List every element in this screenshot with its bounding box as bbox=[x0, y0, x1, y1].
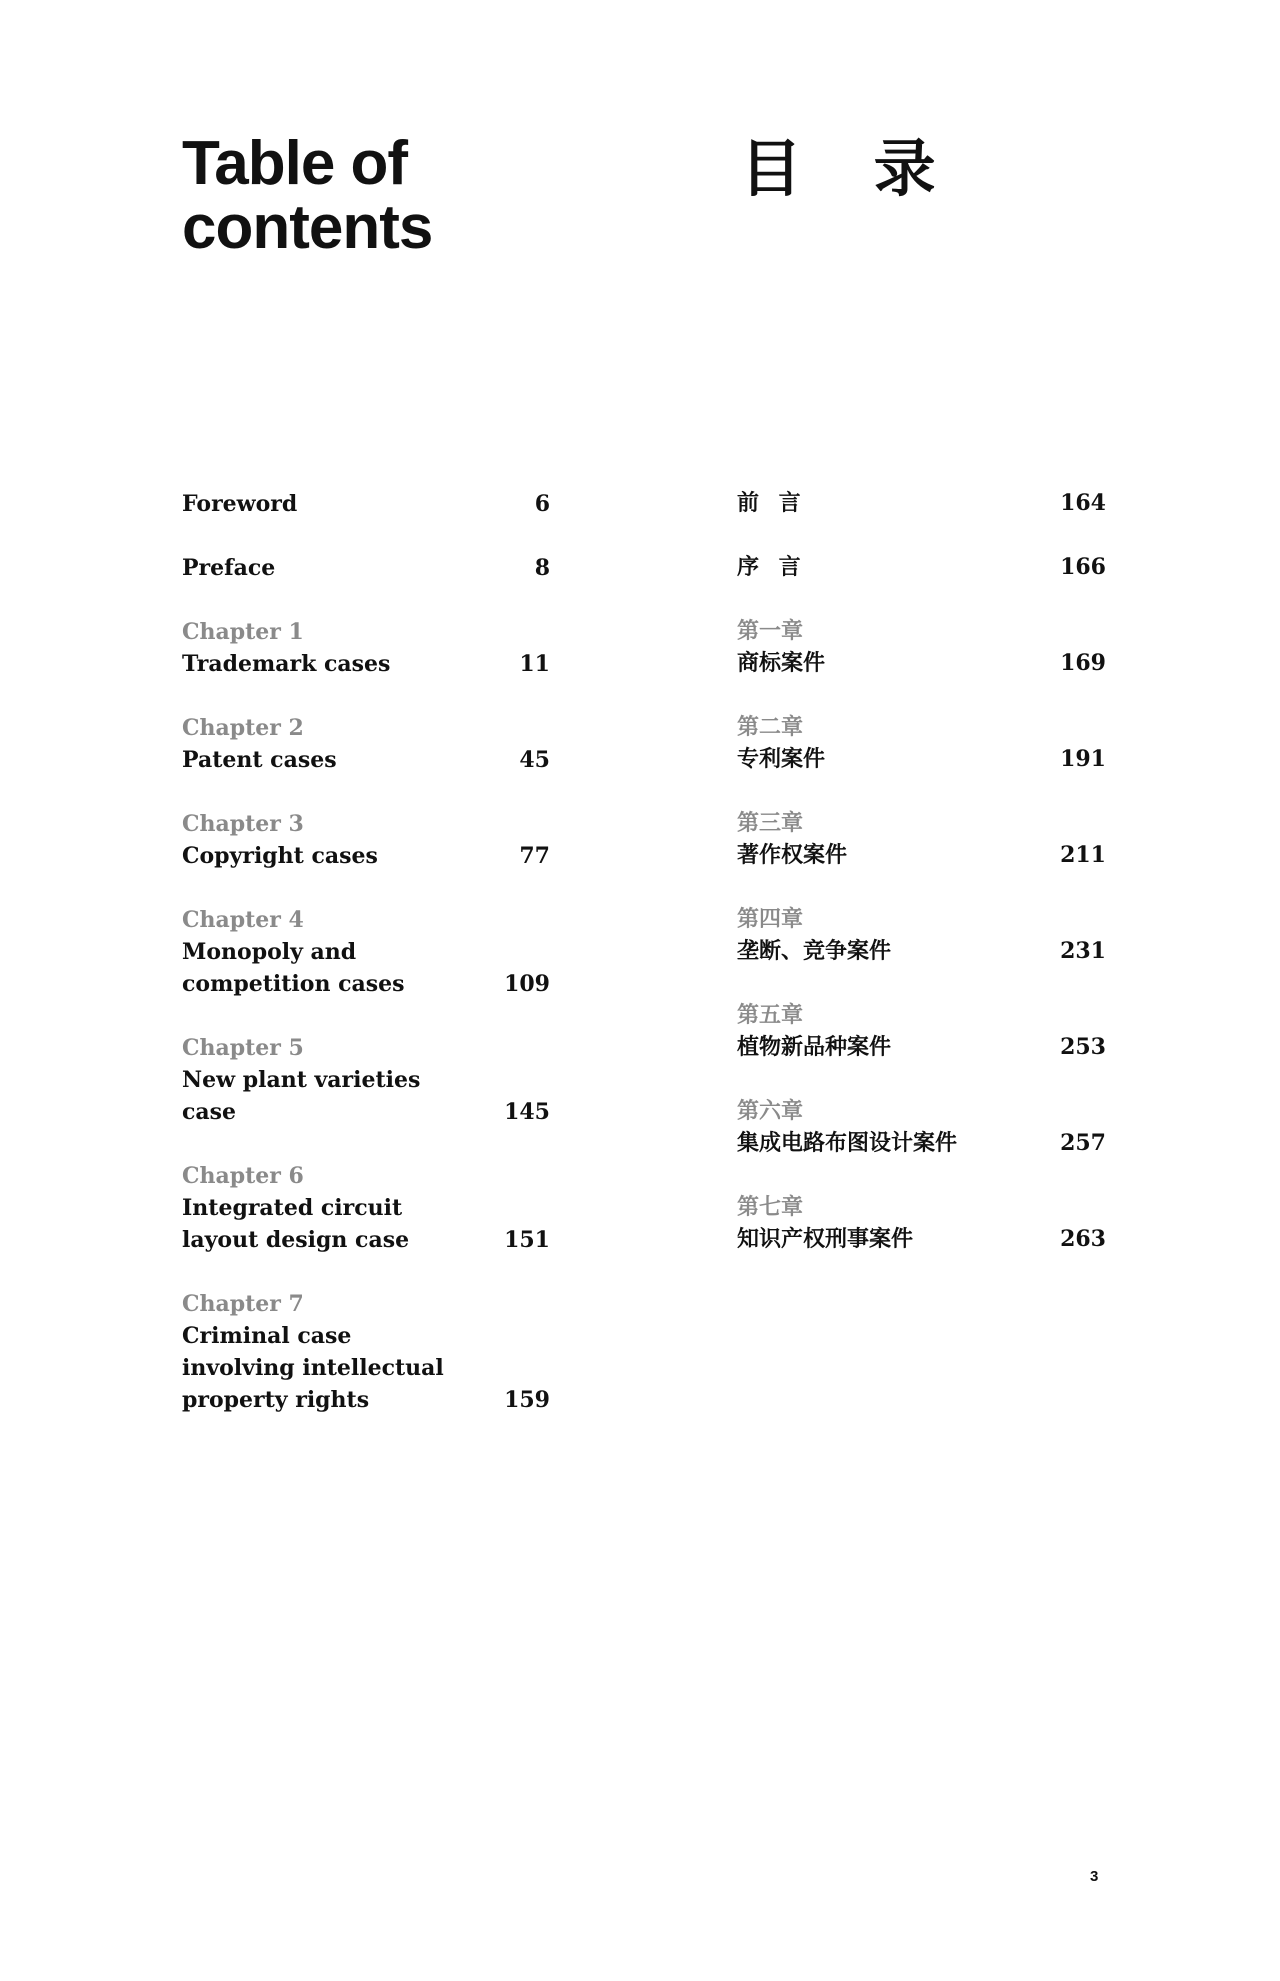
entry-title: Foreword bbox=[182, 491, 298, 517]
entry-page: 11 bbox=[519, 651, 550, 677]
entry-title: 著作权案件 bbox=[737, 842, 848, 868]
entry-title: 垄断、竞争案件 bbox=[737, 938, 892, 964]
entry-page: 151 bbox=[504, 1227, 550, 1253]
entry-title: 知识产权刑事案件 bbox=[737, 1226, 914, 1252]
chapter-label: Chapter 1 bbox=[182, 619, 304, 645]
chapter-label: Chapter 5 bbox=[182, 1035, 304, 1061]
chapter-label: Chapter 7 bbox=[182, 1291, 304, 1317]
chapter-label: Chapter 6 bbox=[182, 1163, 304, 1189]
entry-title: Copyright cases bbox=[182, 843, 378, 869]
title-line-2: contents bbox=[182, 193, 433, 262]
toc-entry-chapter-4-zh[interactable] bbox=[737, 903, 1106, 967]
toc-entry-chapter-7[interactable] bbox=[182, 1288, 550, 1416]
page-number: 3 bbox=[1090, 1868, 1099, 1885]
entry-page: 231 bbox=[1060, 938, 1106, 964]
toc-entry-foreword-zh[interactable] bbox=[737, 487, 1106, 519]
toc-entry-chapter-7-zh[interactable] bbox=[737, 1191, 1106, 1255]
entry-page: 8 bbox=[534, 555, 550, 581]
toc-entry-chapter-2-zh[interactable] bbox=[737, 711, 1106, 775]
toc-entry-preface[interactable] bbox=[182, 552, 550, 584]
chapter-label: 第五章 bbox=[737, 1002, 804, 1028]
entry-title: New plant varieties case bbox=[182, 1067, 421, 1125]
toc-entry-preface-zh[interactable] bbox=[737, 551, 1106, 583]
toc-entry-chapter-3[interactable] bbox=[182, 808, 550, 872]
chapter-label: Chapter 3 bbox=[182, 811, 304, 837]
entry-title: 专利案件 bbox=[737, 746, 826, 772]
toc-entry-chapter-5-zh[interactable] bbox=[737, 999, 1106, 1063]
entry-page: 109 bbox=[504, 971, 550, 997]
toc-entry-chapter-6[interactable] bbox=[182, 1160, 550, 1256]
entry-title: Integrated circuit layout design case bbox=[182, 1195, 410, 1253]
entry-page: 169 bbox=[1060, 650, 1106, 676]
entry-title: Monopoly and competition cases bbox=[182, 939, 405, 997]
entry-page: 166 bbox=[1060, 554, 1106, 580]
entry-page: 253 bbox=[1060, 1034, 1106, 1060]
toc-entry-chapter-4[interactable] bbox=[182, 904, 550, 1000]
chapter-label: Chapter 4 bbox=[182, 907, 304, 933]
toc-entry-chapter-2[interactable] bbox=[182, 712, 550, 776]
entry-title: Patent cases bbox=[182, 747, 337, 773]
chapter-label: 第二章 bbox=[737, 714, 804, 740]
entry-title: Criminal case involving intellectual property rights bbox=[182, 1323, 444, 1413]
page-title-chinese: 目 录 bbox=[740, 132, 936, 205]
chapter-label: 第三章 bbox=[737, 810, 804, 836]
toc-entry-chapter-1-zh[interactable] bbox=[737, 615, 1106, 679]
entry-title: 商标案件 bbox=[737, 650, 826, 676]
toc-entry-chapter-5[interactable] bbox=[182, 1032, 550, 1128]
chapter-label: 第四章 bbox=[737, 906, 804, 932]
entry-title: Preface bbox=[182, 555, 276, 581]
entry-title: 植物新品种案件 bbox=[737, 1034, 892, 1060]
entry-title: 集成电路布图设计案件 bbox=[737, 1130, 958, 1156]
entry-page: 191 bbox=[1060, 746, 1106, 772]
entry-page: 77 bbox=[519, 843, 550, 869]
chapter-label: 第一章 bbox=[737, 618, 804, 644]
chapter-label: Chapter 2 bbox=[182, 715, 304, 741]
chapter-label: 第七章 bbox=[737, 1194, 804, 1220]
toc-entry-foreword[interactable] bbox=[182, 488, 550, 520]
page-title-english bbox=[182, 129, 433, 262]
entry-title: 前 言 bbox=[737, 490, 801, 516]
entry-page: 6 bbox=[534, 491, 550, 517]
entry-page: 145 bbox=[504, 1099, 550, 1125]
toc-english bbox=[182, 488, 550, 1448]
toc-entry-chapter-1[interactable] bbox=[182, 616, 550, 680]
entry-page: 159 bbox=[504, 1387, 550, 1413]
toc-entry-chapter-3-zh[interactable] bbox=[737, 807, 1106, 871]
entry-page: 263 bbox=[1060, 1226, 1106, 1252]
entry-page: 211 bbox=[1060, 842, 1106, 868]
entry-page: 164 bbox=[1060, 490, 1106, 516]
entry-page: 45 bbox=[519, 747, 550, 773]
entry-page: 257 bbox=[1060, 1130, 1106, 1156]
entry-title: Trademark cases bbox=[182, 651, 391, 677]
title-line-1: Table of bbox=[182, 129, 408, 198]
toc-entry-chapter-6-zh[interactable] bbox=[737, 1095, 1106, 1159]
chapter-label: 第六章 bbox=[737, 1098, 804, 1124]
entry-title: 序 言 bbox=[737, 554, 801, 580]
toc-chinese bbox=[737, 487, 1106, 1287]
